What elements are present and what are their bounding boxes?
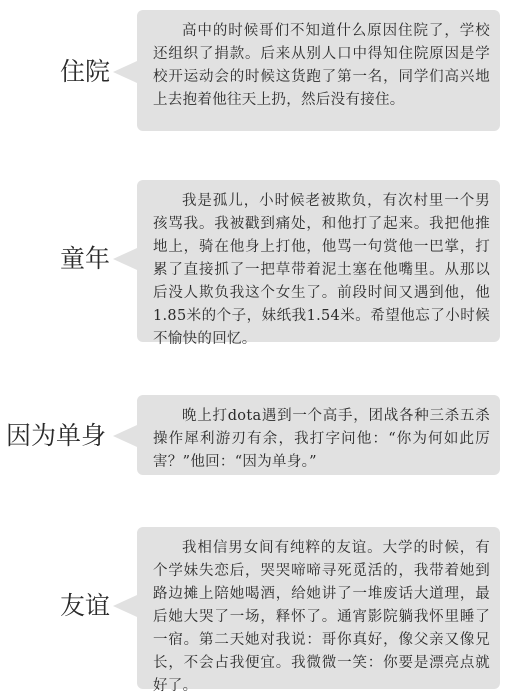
entry-title: 住院	[60, 57, 111, 86]
speech-bubble-tail	[113, 595, 137, 617]
speech-bubble: 我相信男女间有纯粹的友谊。大学的时候，有个学妹失恋后，哭哭啼啼寻死觅活的，我带着她到路边摊上陪她喝酒，给她讲了一堆废话大道理，最后她大哭了一场，释怀了。通宵影院躺我怀里睡了一宿。第二天她对我说：哥你真好，像父亲又像兄长，不会占我便宜。我微微一笑：你要是漂亮点就好了。	[137, 527, 500, 689]
entry-title: 友谊	[60, 591, 111, 620]
speech-bubble: 高中的时候哥们不知道什么原因住院了，学校还组织了捐款。后来从别人口中得知住院原因是学校开运动会的时候这货跑了第一名，同学们高兴地上去抱着他往天上扔，然后没有接住。	[137, 10, 500, 131]
entry-title: 童年	[60, 244, 111, 273]
speech-bubble-tail	[113, 248, 137, 270]
entry-title: 因为单身	[6, 421, 107, 450]
speech-bubble-tail	[113, 425, 137, 447]
speech-bubble: 我是孤儿，小时候老被欺负，有次村里一个男孩骂我。我被戳到痛处，和他打了起来。我把他推地上，骑在他身上打他，他骂一句赏他一巴掌，打累了直接抓了一把草带着泥土塞在他嘴里。从那以后没人欺负我这个女生了。前段时间又遇到他，他1.85米的个子，妹纸我1.54米。希望他忘了小时候不愉快的回忆。	[137, 180, 500, 342]
speech-bubble-tail	[113, 61, 137, 83]
speech-bubble: 晚上打dota遇到一个高手，团战各种三杀五杀操作犀利游刃有余，我打字问他：“你为何如此厉害？”他回：“因为单身。”	[137, 395, 500, 475]
